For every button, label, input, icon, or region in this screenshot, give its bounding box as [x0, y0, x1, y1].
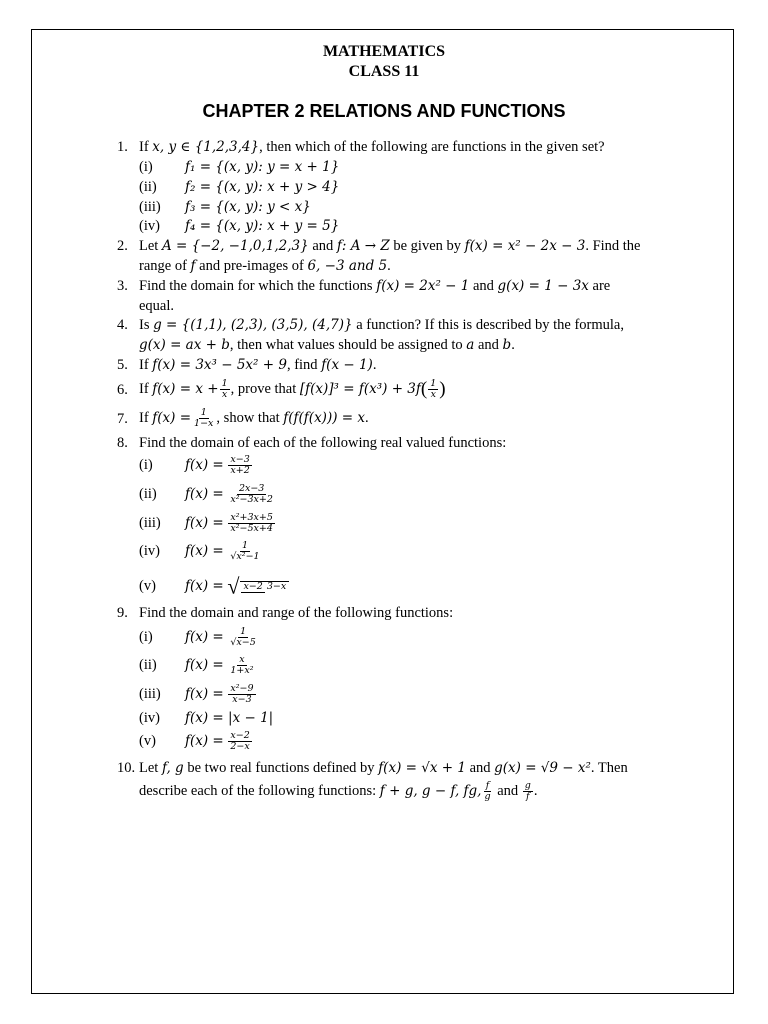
part-expression: f(x) = $\frac{x-3}{x+2}$ [185, 454, 250, 477]
part-label: (ii) [139, 657, 157, 673]
fraction: $\frac{1}{1-x}$ [194, 407, 214, 430]
fraction: x−2 3−x [240, 581, 289, 592]
question-9-text: Find the domain and range of the following functions: [139, 605, 454, 621]
fraction: $\frac{f}{g}$ [484, 780, 491, 803]
part-expression: f₄ = {(x, y): x + y = 5} [185, 218, 340, 234]
part-label: (iv) [139, 218, 160, 234]
fraction: $\frac{1}{x}$ [430, 378, 437, 401]
fraction: $\frac{x-3}{x+2}$ [230, 454, 250, 477]
part-label: (iii) [139, 515, 161, 531]
question-10-text-line2: describe each of the following functions: f + g, g − f, fg, $\frac{f}{g}$ and $\frac{g}{f}$ . [139, 780, 538, 803]
part-label: (iii) [139, 199, 161, 215]
question-3-text: Find the domain for which the functions f(x) = 2x² − 1 and g(x) = 1 − 3x are [139, 278, 611, 294]
question-number: 5. [117, 357, 128, 373]
part-expression: f(x) = |x − 1| [185, 710, 274, 726]
part-label: (i) [139, 457, 153, 473]
part-expression: f₁ = {(x, y): y = x + 1} [185, 159, 340, 175]
fraction: $\frac{x-2}{2-x}$ [230, 730, 250, 753]
fraction: $\frac{g}{f}$ [524, 780, 531, 803]
page-border [31, 29, 734, 994]
part-label: (iii) [139, 686, 161, 702]
chapter-title: CHAPTER 2 RELATIONS AND FUNCTIONS [202, 101, 566, 121]
part-expression: f(x) = $\frac{x-2}{2-x}$ [185, 730, 250, 753]
question-4-text-line2: g(x) = ax + b, then what values should be assigned to a and b. [139, 337, 515, 353]
fraction: $\frac{2x-3}{\text{x²−3x+2}}$ [230, 483, 273, 506]
part-expression: f(x) = $\frac{1}{\text{√x²−1}}$ [185, 540, 260, 563]
fraction: $\frac{x}{\text{1+x²}}$ [230, 654, 254, 677]
part-label: (v) [139, 733, 156, 749]
fraction: $\frac{1}{√x-5}$ [230, 626, 256, 649]
question-10-text: Let f, g be two real functions defined by f(x) = √x + 1 and g(x) = √9 − x². Then [139, 760, 628, 776]
question-5-text: If f(x) = 3x³ − 5x² + 9, find f(x − 1). [139, 357, 377, 373]
part-expression: f(x) = $\frac{1}{√x-5}$ [185, 626, 256, 649]
question-number: 4. [117, 317, 128, 333]
class-heading: CLASS 11 [348, 63, 420, 80]
question-number: 3. [117, 278, 128, 294]
question-number: 6. [117, 382, 128, 398]
question-2-text-line2: range of f and pre-images of 6, −3 and 5. [139, 258, 391, 274]
question-4-text: Is g = {(1,1), (2,3), (3,5), (4,7)} a function? If this is described by the formula, [139, 317, 624, 333]
part-expression: f(x) = $\frac{2x-3}{\text{x²−3x+2}}$ [185, 483, 273, 506]
part-label: (v) [139, 578, 156, 594]
fraction: $\frac{\text{x²+3x+5}}{\text{x²−5x+4}}$ [230, 512, 273, 535]
part-expression: f₃ = {(x, y): y < x} [185, 199, 311, 215]
part-label: (ii) [139, 486, 157, 502]
question-number: 1. [117, 139, 128, 155]
part-label: (ii) [139, 179, 157, 195]
question-number: 9. [117, 605, 128, 621]
question-3-text-line2: equal. [139, 298, 175, 314]
fraction: $\frac{\text{x²−9}}{x-3}$ [230, 683, 254, 706]
part-expression: f(x) = √ x−2 3−x [185, 571, 290, 602]
question-number: 8. [117, 435, 128, 451]
fraction: $\frac{1}{\text{√x²−1}}$ [230, 540, 260, 563]
question-8-text: Find the domain of each of the following real valued functions: [139, 435, 507, 451]
part-label: (i) [139, 159, 153, 175]
question-number: 10. [117, 760, 136, 776]
subject-heading: MATHEMATICS [322, 43, 446, 60]
question-7-text: If f(x) = $\frac{1}{1-x}$ , show that f(f(f(x))) = x. [139, 407, 369, 430]
question-1-text: If x, y ∈ {1,2,3,4}, then which of the following are functions in the given set? [139, 139, 605, 155]
question-6-text: If f(x) = x + $\frac{1}{x}$ , prove that [f(x)]³ = f(x³) + 3f( $\frac{1}{x}$ ) [139, 378, 446, 401]
question-number: 7. [117, 411, 128, 427]
part-label: (i) [139, 629, 153, 645]
part-expression: f(x) = $\frac{\text{x²−9}}{x-3}$ [185, 683, 254, 706]
question-2-text: Let A = {−2, −1,0,1,2,3} and f: A → Z be given by f(x) = x² − 2x − 3. Find the [139, 238, 641, 254]
fraction: $\frac{1}{x}$ [221, 378, 228, 401]
part-expression: f(x) = $\frac{\text{x²+3x+5}}{\text{x²−5x+4}}$ [185, 512, 273, 535]
part-label: (iv) [139, 710, 160, 726]
part-expression: f(x) = $\frac{x}{\text{1+x²}}$ [185, 654, 254, 677]
question-number: 2. [117, 238, 128, 254]
part-label: (iv) [139, 543, 160, 559]
part-expression: f₂ = {(x, y): x + y > 4} [185, 179, 340, 195]
